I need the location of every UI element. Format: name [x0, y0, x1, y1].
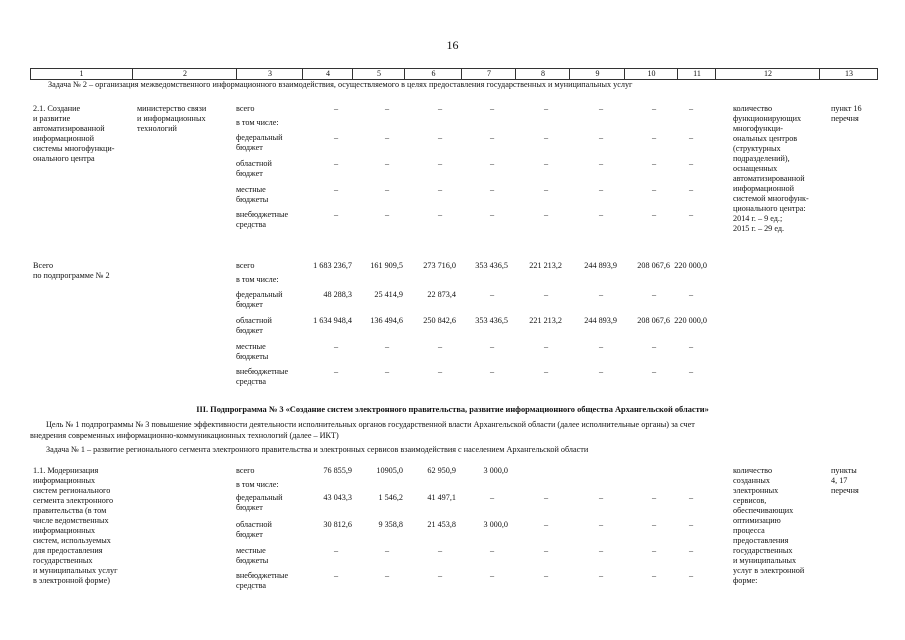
funding-value: 208 067,6	[637, 316, 670, 325]
indicator-line: 2014 г. – 9 ед.;	[733, 214, 783, 223]
funding-value: –	[385, 342, 390, 351]
funding-value: –	[385, 546, 390, 555]
funding-value: 353 436,5	[475, 261, 508, 270]
funding-value: –	[544, 493, 549, 502]
funding-value: 1 546,2	[378, 493, 403, 502]
indicator-line: оптимизацию	[733, 516, 781, 525]
measure-name-line: сегмента электронного	[33, 496, 114, 505]
funding-value: 208 067,6	[637, 261, 670, 270]
indicator-line: ционального центра:	[733, 204, 806, 213]
funding-source-label: в том числе:	[236, 480, 279, 489]
page-number: 16	[446, 38, 459, 52]
column-header-10: 10	[624, 69, 678, 79]
column-header-13: 13	[819, 69, 878, 79]
funding-source-label: бюджет	[236, 326, 263, 335]
reference-line: пункт 16	[831, 104, 862, 113]
measure-name-line: для предоставления	[33, 546, 103, 555]
measure-name-line: правительства (в том	[33, 506, 107, 515]
indicator-line: информационной	[733, 184, 794, 193]
funding-source-label: всего	[236, 466, 255, 475]
indicator-line: услуг в электронной	[733, 566, 805, 575]
indicator-line: государственных	[733, 546, 793, 555]
funding-value: –	[652, 133, 657, 142]
funding-source-label: внебюджетные	[236, 210, 289, 219]
funding-value: –	[599, 493, 604, 502]
indicator-line: количество	[733, 104, 773, 113]
funding-value: –	[544, 367, 549, 376]
goal-line-1: Цель № 1 подпрограммы № 3 повышение эффективности деятельности исполнительных органов государственной власти Архангельской области (далее исполнительные органы) за счет	[46, 420, 695, 429]
executor-line: технологий	[137, 124, 177, 133]
funding-value: 9 358,8	[378, 520, 403, 529]
funding-value: –	[599, 520, 604, 529]
task-1-title: Задача № 1 – развитие регионального сегмента электронного правительства и электронных сервисов взаимодействия с населением Архангельской области	[46, 445, 589, 454]
funding-value: –	[490, 546, 495, 555]
measure-name-line: онального центра	[33, 154, 95, 163]
funding-source-label: бюджеты	[236, 195, 269, 204]
executor-line: и информационных	[137, 114, 206, 123]
funding-source-label: всего	[236, 104, 255, 113]
measure-name-line: автоматизированной	[33, 124, 105, 133]
funding-value: –	[652, 104, 657, 113]
funding-value: –	[599, 104, 604, 113]
funding-value: –	[490, 367, 495, 376]
funding-value: –	[490, 210, 495, 219]
funding-value: –	[652, 546, 657, 555]
funding-source-label: в том числе:	[236, 118, 279, 127]
funding-value: 30 812,6	[323, 520, 352, 529]
measure-name-line: систем, используемых	[33, 536, 111, 545]
funding-value: 3 000,0	[483, 520, 508, 529]
funding-value: –	[334, 571, 339, 580]
measure-name-line: и развитие	[33, 114, 71, 123]
funding-value: –	[689, 210, 694, 219]
funding-value: –	[438, 546, 443, 555]
funding-value: –	[689, 290, 694, 299]
funding-value: –	[438, 185, 443, 194]
indicator-line: ональных центров	[733, 134, 798, 143]
funding-value: –	[652, 185, 657, 194]
funding-value: –	[490, 493, 495, 502]
measure-name-line: в электронной форме)	[33, 576, 110, 585]
funding-value: 76 855,9	[323, 466, 352, 475]
funding-value: –	[438, 210, 443, 219]
funding-value: 43 043,3	[323, 493, 352, 502]
indicator-line: форме:	[733, 576, 758, 585]
funding-value: 41 497,1	[427, 493, 456, 502]
funding-source-label: местные	[236, 342, 266, 351]
measure-name-line: системы многофункци-	[33, 144, 115, 153]
task-2-title: Задача № 2 – организация межведомственного информационного взаимодействия, осуществляемого в целях предоставления государственных и муниципальных услуг	[48, 80, 633, 89]
funding-value: 1 634 948,4	[313, 316, 352, 325]
funding-value: –	[544, 571, 549, 580]
funding-value: –	[599, 159, 604, 168]
funding-value: –	[438, 571, 443, 580]
funding-value: –	[689, 546, 694, 555]
funding-value: –	[544, 159, 549, 168]
funding-value: 220 000,0	[674, 261, 707, 270]
funding-value: –	[385, 159, 390, 168]
funding-value: –	[385, 133, 390, 142]
executor-line: министерство связи	[137, 104, 207, 113]
funding-value: –	[334, 546, 339, 555]
funding-value: –	[544, 104, 549, 113]
funding-value: 220 000,0	[674, 316, 707, 325]
funding-value: –	[490, 185, 495, 194]
funding-value: –	[689, 104, 694, 113]
funding-value: –	[599, 546, 604, 555]
funding-value: –	[438, 133, 443, 142]
funding-value: –	[490, 133, 495, 142]
funding-value: –	[438, 342, 443, 351]
funding-source-label: бюджеты	[236, 556, 269, 565]
funding-value: –	[652, 367, 657, 376]
funding-value: 161 909,5	[370, 261, 403, 270]
indicator-line: (структурных	[733, 144, 781, 153]
column-header-row	[30, 68, 878, 80]
column-header-7: 7	[461, 69, 516, 79]
funding-source-label: местные	[236, 546, 266, 555]
reference-line: пункты	[831, 466, 857, 475]
funding-source-label: областной	[236, 316, 272, 325]
funding-value: 10905,0	[376, 466, 403, 475]
funding-value: 3 000,0	[483, 466, 508, 475]
goal-line-2: внедрения современных информационно-коммуникационных технологий (далее – ИКТ)	[30, 431, 339, 440]
indicator-line: созданных	[733, 476, 770, 485]
funding-value: –	[490, 159, 495, 168]
measure-name-line: и муниципальных услуг	[33, 566, 118, 575]
funding-value: –	[689, 159, 694, 168]
section-3-title: III. Подпрограмма № 3 «Создание систем электронного правительства, развитие информационного общества Архангельской области»	[196, 405, 709, 414]
funding-source-label: федеральный	[236, 133, 283, 142]
funding-value: 48 288,3	[323, 290, 352, 299]
funding-source-label: местные	[236, 185, 266, 194]
funding-value: –	[544, 546, 549, 555]
funding-source-label: бюджеты	[236, 352, 269, 361]
funding-value: –	[544, 185, 549, 194]
funding-value: –	[689, 493, 694, 502]
funding-value: –	[490, 342, 495, 351]
measure-name-line: информационных	[33, 476, 96, 485]
funding-value: –	[438, 367, 443, 376]
measure-name-line: по подпрограмме № 2	[33, 271, 110, 280]
funding-value: –	[652, 342, 657, 351]
funding-source-label: средства	[236, 377, 267, 386]
funding-source-label: бюджет	[236, 530, 263, 539]
funding-value: –	[599, 290, 604, 299]
funding-value: 22 873,4	[427, 290, 456, 299]
column-header-12: 12	[715, 69, 820, 79]
funding-value: 136 494,6	[370, 316, 403, 325]
indicator-line: и муниципальных	[733, 556, 797, 565]
funding-value: –	[652, 571, 657, 580]
funding-value: –	[544, 290, 549, 299]
funding-value: –	[544, 342, 549, 351]
indicator-line: процесса	[733, 526, 765, 535]
measure-name-line: информационных	[33, 526, 96, 535]
funding-value: 1 683 236,7	[313, 261, 352, 270]
funding-value: –	[652, 159, 657, 168]
funding-value: 21 453,8	[427, 520, 456, 529]
funding-value: 244 893,9	[584, 261, 617, 270]
column-header-6: 6	[404, 69, 462, 79]
funding-value: –	[490, 290, 495, 299]
column-header-4: 4	[302, 69, 353, 79]
funding-value: 221 213,2	[529, 261, 562, 270]
funding-value: –	[599, 133, 604, 142]
funding-source-label: бюджет	[236, 143, 263, 152]
funding-value: –	[599, 571, 604, 580]
indicator-line: автоматизированной	[733, 174, 805, 183]
funding-source-label: федеральный	[236, 290, 283, 299]
reference-line: перечня	[831, 114, 859, 123]
funding-value: –	[490, 104, 495, 113]
funding-value: –	[438, 159, 443, 168]
funding-source-label: федеральный	[236, 493, 283, 502]
funding-value: –	[544, 520, 549, 529]
measure-name-line: числе ведомственных	[33, 516, 109, 525]
funding-value: –	[334, 159, 339, 168]
indicator-line: количество	[733, 466, 773, 475]
funding-value: –	[689, 520, 694, 529]
funding-source-label: средства	[236, 581, 267, 590]
funding-value: –	[385, 367, 390, 376]
indicator-line: многофункци-	[733, 124, 783, 133]
funding-value: –	[599, 342, 604, 351]
indicator-line: подразделений),	[733, 154, 790, 163]
funding-value: –	[689, 571, 694, 580]
funding-value: –	[599, 210, 604, 219]
indicator-line: 2015 г. – 29 ед.	[733, 224, 785, 233]
funding-value: –	[385, 210, 390, 219]
funding-source-label: внебюджетные	[236, 571, 289, 580]
measure-name-line: 2.1. Создание	[33, 104, 81, 113]
funding-value: 221 213,2	[529, 316, 562, 325]
column-header-9: 9	[569, 69, 625, 79]
funding-value: –	[334, 367, 339, 376]
funding-value: 353 436,5	[475, 316, 508, 325]
funding-value: –	[490, 571, 495, 580]
funding-source-label: средства	[236, 220, 267, 229]
funding-source-label: областной	[236, 520, 272, 529]
indicator-line: сервисов,	[733, 496, 767, 505]
reference-line: перечня	[831, 486, 859, 495]
indicator-line: функционирующих	[733, 114, 802, 123]
funding-value: 62 950,9	[427, 466, 456, 475]
funding-value: –	[652, 520, 657, 529]
funding-source-label: бюджет	[236, 169, 263, 178]
funding-value: –	[689, 367, 694, 376]
funding-value: –	[599, 185, 604, 194]
measure-name-line: систем регионального	[33, 486, 111, 495]
funding-value: –	[544, 133, 549, 142]
funding-value: –	[652, 493, 657, 502]
measure-name-line: информационной	[33, 134, 94, 143]
funding-value: –	[689, 133, 694, 142]
indicator-line: обеспечивающих	[733, 506, 794, 515]
funding-value: –	[438, 104, 443, 113]
funding-value: –	[652, 210, 657, 219]
funding-value: –	[652, 290, 657, 299]
funding-value: –	[334, 210, 339, 219]
column-header-1: 1	[79, 69, 84, 78]
column-header-8: 8	[515, 69, 570, 79]
funding-value: –	[689, 185, 694, 194]
funding-value: 250 842,6	[423, 316, 456, 325]
funding-source-label: всего	[236, 261, 255, 270]
funding-source-label: бюджет	[236, 300, 263, 309]
funding-value: –	[334, 133, 339, 142]
measure-name-line: Всего	[33, 261, 54, 270]
indicator-line: системой многофунк-	[733, 194, 809, 203]
column-header-2: 2	[132, 69, 237, 79]
funding-value: –	[599, 367, 604, 376]
funding-value: 25 414,9	[374, 290, 403, 299]
indicator-line: оснащенных	[733, 164, 778, 173]
funding-source-label: областной	[236, 159, 272, 168]
funding-value: –	[334, 342, 339, 351]
indicator-line: электронных	[733, 486, 779, 495]
column-header-11: 11	[677, 69, 716, 79]
funding-value: –	[385, 104, 390, 113]
funding-value: –	[334, 185, 339, 194]
funding-value: –	[385, 185, 390, 194]
funding-source-label: в том числе:	[236, 275, 279, 284]
funding-value: –	[385, 571, 390, 580]
funding-value: 244 893,9	[584, 316, 617, 325]
funding-value: 273 716,0	[423, 261, 456, 270]
funding-value: –	[689, 342, 694, 351]
funding-value: –	[334, 104, 339, 113]
column-header-3: 3	[236, 69, 303, 79]
funding-source-label: внебюджетные	[236, 367, 289, 376]
funding-source-label: бюджет	[236, 503, 263, 512]
funding-value: –	[544, 210, 549, 219]
measure-name-line: 1.1. Модернизация	[33, 466, 99, 475]
reference-line: 4, 17	[831, 476, 848, 485]
column-header-5: 5	[352, 69, 405, 79]
measure-name-line: государственных	[33, 556, 93, 565]
indicator-line: предоставления	[733, 536, 789, 545]
